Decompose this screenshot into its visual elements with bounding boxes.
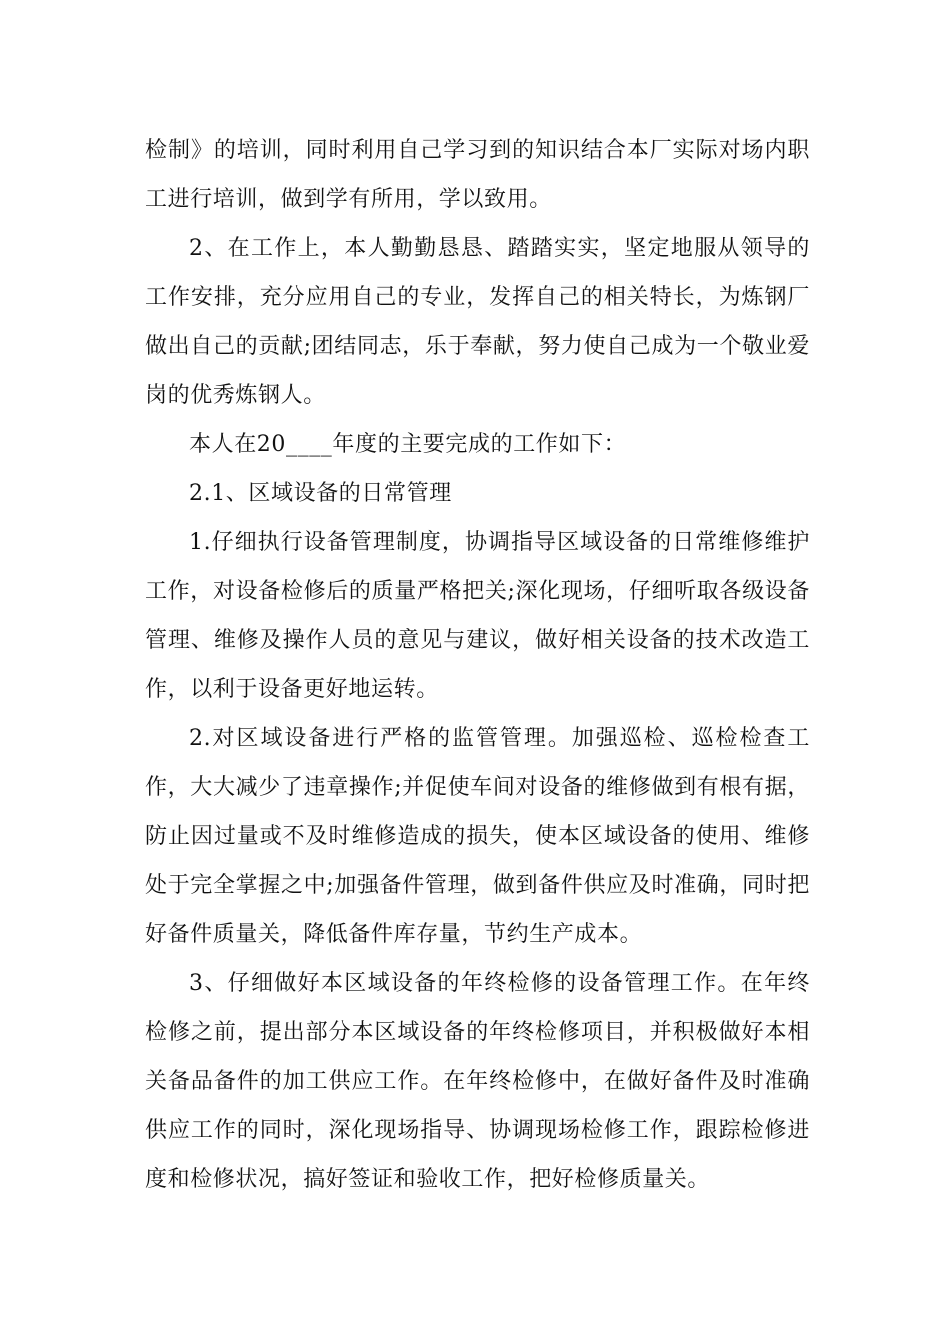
document-body — [145, 126, 810, 1204]
paragraph-annual-work-intro: 本人在20____年度的主要完成的工作如下： — [189, 432, 627, 457]
paragraph-item-2: 2.对区域设备进行严格的监管管理。加强巡检、巡检检查工作，大大减少了违章操作;并促使车间对设备的维修做到有根有据，防止因过量或不及时维修造成的损失，使本区域设备的使用、维修处于完全掌握之中;加强备件管理，做到备件供应及时准确，同时把好备件质量关，降低备件库存量，节约生产成本。 — [145, 726, 810, 947]
section-heading-daily-management: 2.1、区域设备的日常管理 — [189, 481, 452, 506]
paragraph-work-attitude: 2、在工作上，本人勤勤恳恳、踏踏实实，坚定地服从领导的工作安排，充分应用自己的专业，发挥自己的相关特长，为炼钢厂做出自己的贡献;团结同志，乐于奉献，努力使自己成为一个敬业爱岗的优秀炼钢人。 — [145, 236, 810, 408]
paragraph-item-1: 1.仔细执行设备管理制度，协调指导区域设备的日常维修维护工作，对设备检修后的质量严格把关;深化现场，仔细听取各级设备管理、维修及操作人员的意见与建议，做好相关设备的技术改造工作，以利于设备更好地运转。 — [145, 530, 810, 702]
paragraph-training-continuation: 检制》的培训，同时利用自己学习到的知识结合本厂实际对场内职工进行培训，做到学有所用，学以致用。 — [145, 138, 810, 212]
paragraph-item-3: 3、仔细做好本区域设备的年终检修的设备管理工作。在年终检修之前，提出部分本区域设备的年终检修项目，并积极做好本相关备品备件的加工供应工作。在年终检修中，在做好备件及时准确供应工作的同时，深化现场指导、协调现场检修工作，跟踪检修进度和检修状况，搞好签证和验收工作，把好检修质量关。 — [145, 971, 810, 1192]
